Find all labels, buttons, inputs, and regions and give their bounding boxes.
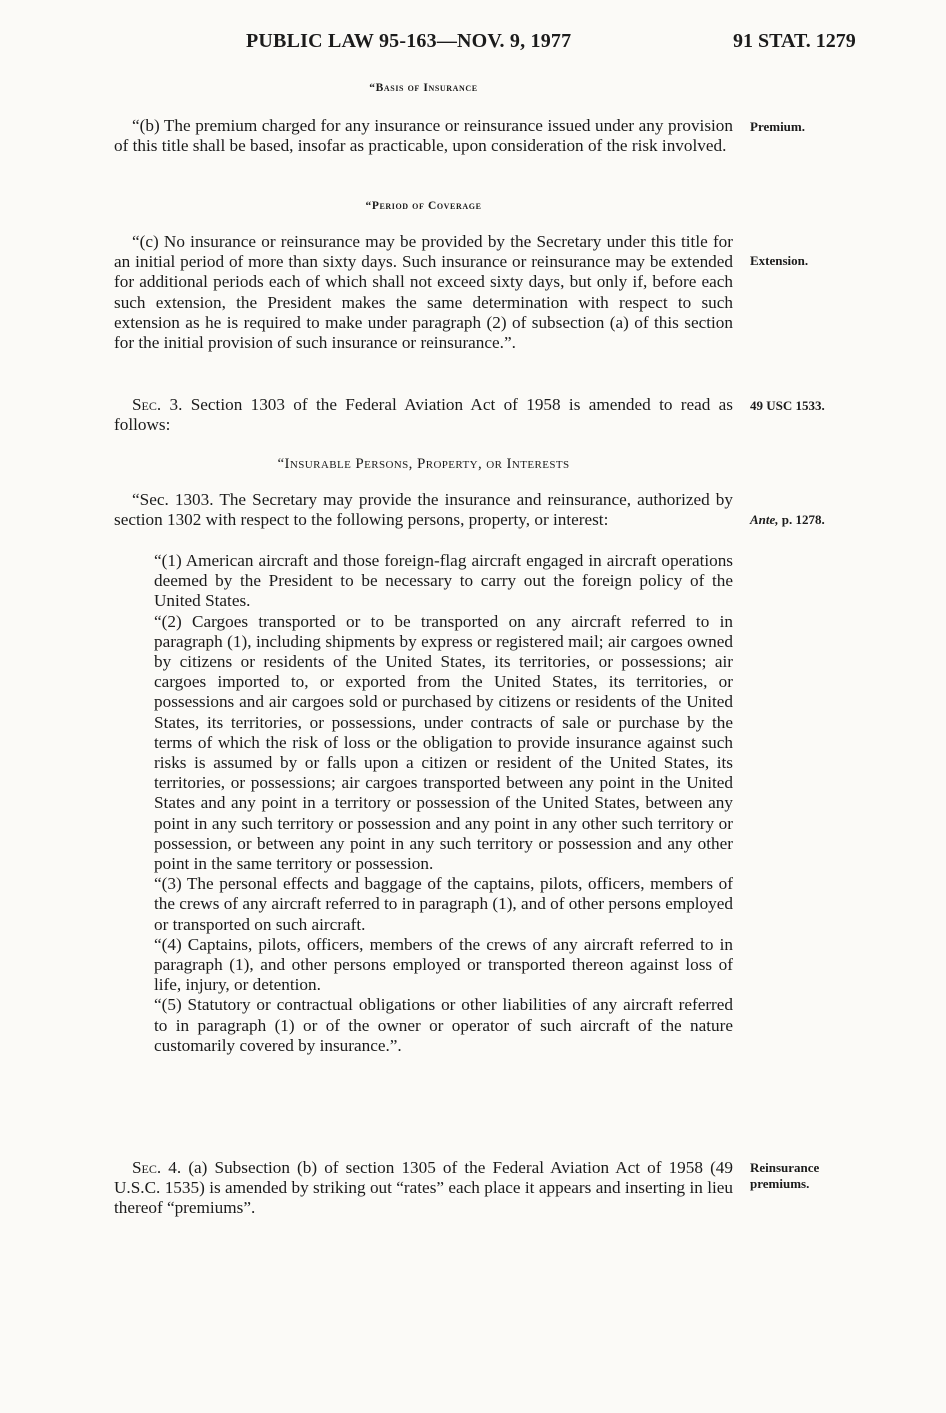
section-1303-paragraph: “Sec. 1303. The Secretary may provide the insurance and reinsurance, authorized by section 1302 with respect to the following persons, property, or interest: — [114, 490, 733, 530]
paragraph-c-coverage: “(c) No insurance or reinsurance may be provided by the Secretary under this title for an initial period of more than sixty days. Such insurance or reinsurance may be extended for additional periods each of which shall not exceed sixty days, but only if, before each such extension, the President makes the same determination with respect to such extension as he is required to make under paragraph (2) of subsection (a) of this section for the initial provision of such insurance or reinsurance.”. — [114, 232, 733, 353]
margin-note-premium: Premium. — [750, 119, 805, 134]
header-statute-ref: 91 STAT. 1279 — [733, 30, 856, 52]
margin-note-reinsurance — [750, 1160, 819, 1192]
list-item-3: “(3) The personal effects and baggage of the captains, pilots, officers, members of the crews of any aircraft referred to in paragraph (1), and of other persons employed or transported on such aircraft. — [154, 874, 733, 934]
section-4-text: (a) Subsection (b) of section 1305 of the Federal Aviation Act of 1958 (49 U.S.C. 1535) is amended by striking out “rates” each place it appears and inserting in lieu thereof “premiums”. — [114, 1158, 733, 1218]
margin-note-extension: Extension. — [750, 253, 809, 268]
heading-insurable-persons: “Insurable Persons, Property, or Interests — [277, 456, 570, 472]
section-3-paragraph — [114, 395, 733, 435]
section-4-label: Sec. 4. — [132, 1158, 182, 1177]
margin-note-ante-page: p. 1278. — [778, 512, 825, 527]
section-3-text: Section 1303 of the Federal Aviation Act of 1958 is amended to read as follows: — [114, 395, 733, 435]
list-item-4: “(4) Captains, pilots, officers, members of the crews of any aircraft referred to in paragraph (1), and other persons employed or transported thereon against loss of life, injury, or detention. — [154, 934, 733, 995]
page-header — [0, 30, 946, 54]
margin-note-reinsurance-line1: Reinsurance — [750, 1160, 820, 1175]
heading-period-of-coverage: “Period of Coverage — [365, 200, 482, 212]
header-title: PUBLIC LAW 95-163—NOV. 9, 1977 — [246, 30, 572, 52]
enumerated-list — [114, 551, 733, 1056]
heading-basis-of-insurance: “Basis of Insurance — [369, 82, 478, 94]
list-item-5: “(5) Statutory or contractual obligations or other liabilities of any aircraft referred to in paragraph (1) or of the owner or operator of such aircraft of the nature customarily covered by insurance.”. — [154, 995, 733, 1055]
margin-note-usc-citation: 49 USC 1533. — [750, 398, 825, 413]
list-item-2: “(2) Cargoes transported or to be transported on any aircraft referred to in paragraph (1), including shipments by express or registered mail; air cargoes owned by citizens or residents of the United States, its territories, or possessions; air cargoes imported to, or exported from the United States, its territories, or possessions and air cargoes sold or purchased by citizens or residents of the United States, its territories, or possessions, under contracts of sale or purchase by the terms of which the risk of loss or the obligation to provide insurance against such risks is assumed by or falls upon a citizen or resident of the United States, its territories, or possessions; air cargoes transported between any point in the United States and any point in a territory or possession of the United States, between any point in any such territory or possession and any point in any other such territory or possession, or between any point in any such territory or possession and any other point in the same territory or possession. — [154, 611, 733, 874]
paragraph-b-premium: “(b) The premium charged for any insurance or reinsurance issued under any provision of this title shall be based, insofar as practicable, upon consideration of the risk involved. — [114, 116, 733, 156]
margin-note-ante-italic: Ante, — [750, 512, 779, 527]
margin-note-ante — [750, 512, 825, 528]
section-4-paragraph — [114, 1158, 733, 1219]
margin-note-reinsurance-line2: premiums. — [750, 1176, 810, 1191]
section-3-label: Sec. 3. — [132, 395, 183, 414]
list-item-1: “(1) American aircraft and those foreign-flag aircraft engaged in aircraft operations deemed by the President to be necessary to carry out the foreign policy of the United States. — [154, 551, 733, 611]
